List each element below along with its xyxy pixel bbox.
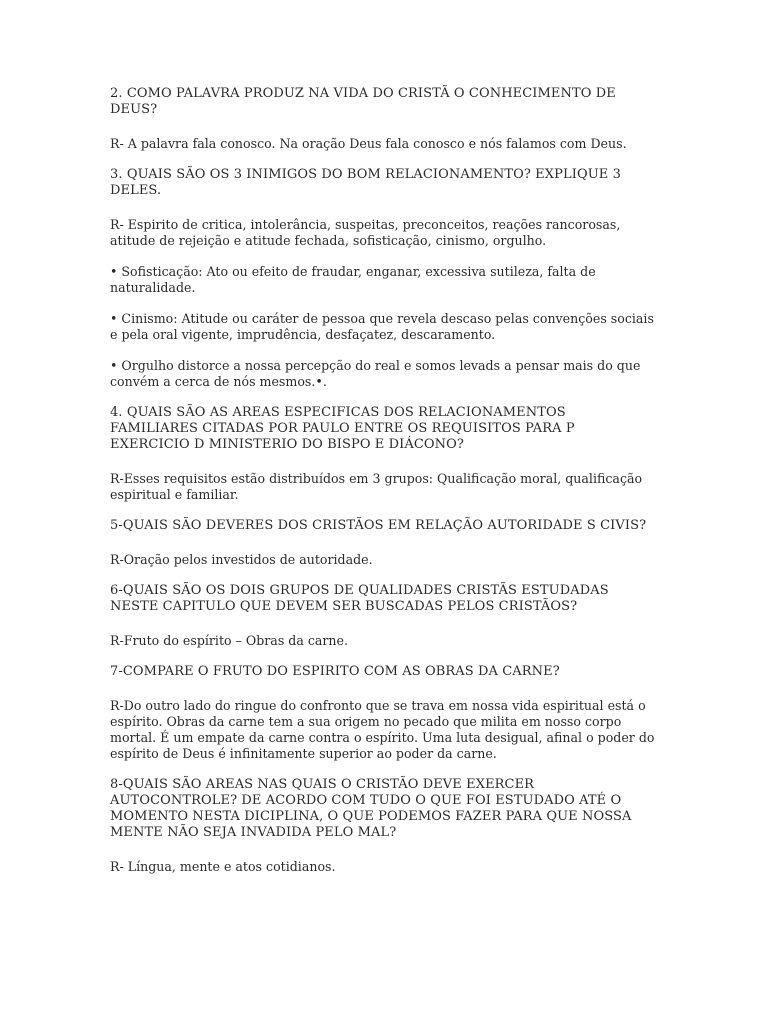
document-page — [110, 86, 658, 890]
answer-6: R-Fruto do espírito – Obras da carne. — [110, 633, 349, 648]
answer-2: R- A palavra fala conosco. Na oração Deus fala conosco e nós falamos com Deus. — [110, 136, 627, 151]
answer-8: R- Língua, mente e atos cotidianos. — [110, 859, 336, 874]
question-6: 6-QUAIS SÃO OS DOIS GRUPOS DE QUALIDADES CRISTÃS ESTUDADAS NESTE CAPITULO QUE DEVEM SER BUSCADAS PELOS CRISTÃOS? — [110, 583, 609, 614]
answer-7: R-Do outro lado do ringue do confronto que se trava em nossa vida espiritual está o espírito. Obras da carne tem a sua origem no pecado que milita em nosso corpo mortal. É um empate da carne contra o espírito. Uma luta desigual, afinal o poder do espírito de Deus é infinitamente superior ao poder da carne. — [110, 698, 655, 761]
question-5: 5-QUAIS SÃO DEVERES DOS CRISTÃOS EM RELAÇÃO AUTORIDADE S CIVIS? — [110, 518, 647, 533]
answer-5: R-Oração pelos investidos de autoridade. — [110, 552, 373, 567]
answer-4: R-Esses requisitos estão distribuídos em 3 grupos: Qualificação moral, qualificação espiritual e familiar. — [110, 471, 643, 502]
question-4: 4. QUAIS SÃO AS AREAS ESPECIFICAS DOS RELACIONAMENTOS FAMILIARES CITADAS POR PAULO ENTRE OS REQUISITOS PARA P EXERCICIO D MINISTERIO DO BISPO E DIÁCONO? — [110, 405, 575, 452]
question-2: 2. COMO PALAVRA PRODUZ NA VIDA DO CRISTÃ O CONHECIMENTO DE DEUS? — [110, 86, 616, 117]
question-8: 8-QUAIS SÃO AREAS NAS QUAIS O CRISTÃO DEVE EXERCER AUTOCONTROLE? DE ACORDO COM TUDO O QUE FOI ESTUDADO ATÉ O MOMENTO NESTA DICIPLINA, O QUE PODEMOS FAZER PARA QUE NOSSA MENTE NÃO SEJA INVADIDA PELO MAL? — [110, 777, 632, 840]
bullet-orgulho: • Orgulho distorce a nossa percepção do real e somos levads a pensar mais do que convém a cerca de nós mesmos.•. — [110, 358, 641, 389]
question-3: 3. QUAIS SÃO OS 3 INIMIGOS DO BOM RELACIONAMENTO? EXPLIQUE 3 DELES. — [110, 167, 621, 198]
bullet-cinismo: • Cinismo: Atitude ou caráter de pessoa que revela descaso pelas convenções sociais e pela oral vigente, imprudência, desfaçatez, descaramento. — [110, 311, 654, 342]
question-7: 7-COMPARE O FRUTO DO ESPIRITO COM AS OBRAS DA CARNE? — [110, 664, 560, 679]
answer-3: R- Espirito de critica, intolerância, suspeitas, preconceitos, reações rancorosas, atitude de rejeição e atitude fechada, sofisticação, cinismo, orgulho. — [110, 217, 621, 248]
bullet-sofisticacao: • Sofisticação: Ato ou efeito de fraudar, enganar, excessiva sutileza, falta de naturalidade. — [110, 264, 596, 295]
